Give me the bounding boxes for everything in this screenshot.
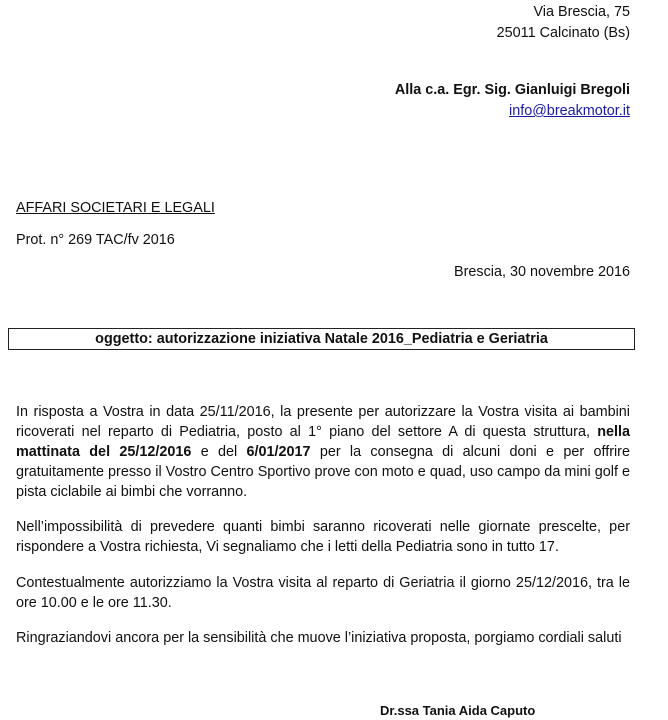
p1-text-2: e del [191, 444, 247, 460]
office-heading: AFFARI SOCIETARI E LEGALI [16, 200, 215, 216]
recipient-name: Alla c.a. Egr. Sig. Gianluigi Bregoli [394, 82, 630, 98]
body-paragraph-1 [16, 402, 630, 502]
sender-city: 25011 Calcinato (Bs) [496, 25, 630, 41]
recipient-block [395, 80, 630, 122]
protocol-number: Prot. n° 269 TAC/fv 2016 [16, 232, 175, 248]
body-paragraph-4: Ringraziandovi ancora per la sensibilità che muove l’iniziativa proposta, porgiamo cordiali saluti [16, 630, 622, 646]
subject-box: oggetto: autorizzazione iniziativa Natale 2016_Pediatria e Geriatria [8, 328, 635, 350]
body-paragraph-2: Nell’impossibilità di prevedere quanti bimbi saranno ricoverati nelle giornate prescelte, per rispondere a Vostra richiesta, Vi segnaliamo che i letti della Pediatria sono in tutto 17. [16, 519, 630, 555]
recipient-email-link[interactable]: info@breakmotor.it [509, 103, 630, 119]
letter-date: Brescia, 30 novembre 2016 [454, 264, 630, 280]
sender-street: Via Brescia, 75 [533, 4, 630, 20]
p1-text-3: per la consegna di alcuni doni e per offrire gratuitamente presso il Vostro Centro Sportivo prove con moto e quad, uso campo da mini golf e pista ciclabile ai bimbi che vorranno. [16, 444, 630, 500]
signature-name: Dr.ssa Tania Aida Caputo [380, 703, 536, 718]
p1-bold-date-1: nella mattinata del 25/12/2016 [16, 424, 630, 460]
body-paragraph-3: Contestualmente autorizziamo la Vostra visita al reparto di Geriatria il giorno 25/12/2016, tra le ore 10.00 e le ore 11.30. [16, 575, 630, 611]
p1-text-1: In risposta a Vostra in data 25/11/2016, la presente per autorizzare la Vostra visita ai bambini ricoverati nel reparto di Pediatria, posto al 1° piano del settore A di questa struttura, [16, 404, 630, 440]
p1-bold-date-2: 6/01/2017 [246, 444, 311, 460]
